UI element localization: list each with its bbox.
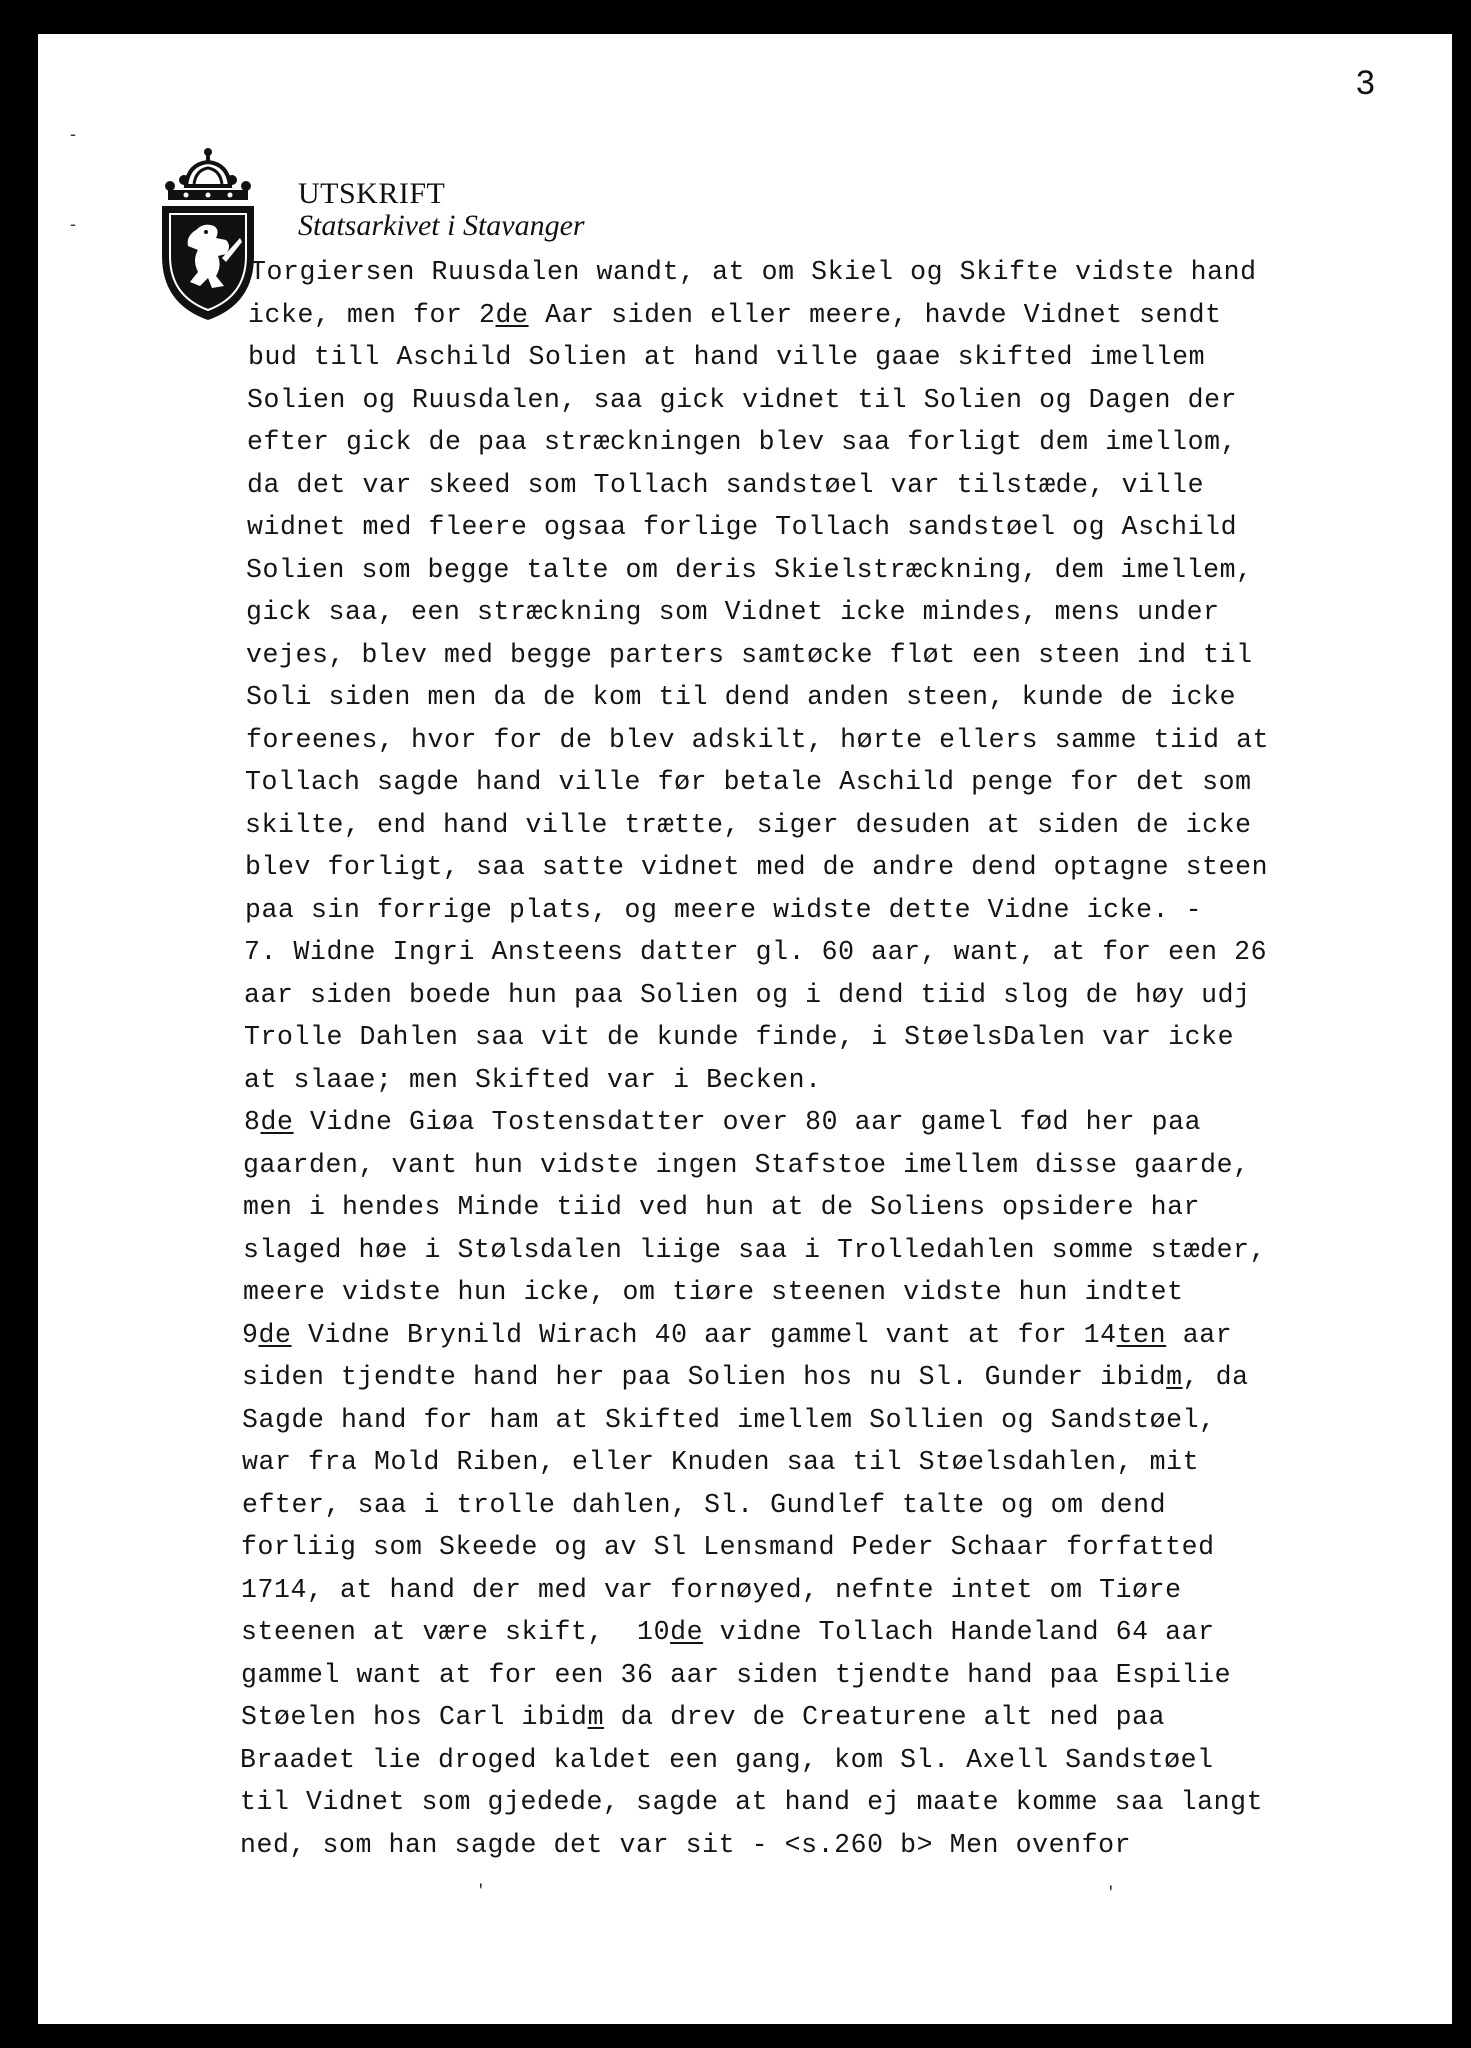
text-line [247,385,1237,415]
text-segment: til Vidnet som gjedede, sagde at hand ej maate komme saa langt [240,1787,1264,1817]
text-segment: Støelen hos Carl ibid [241,1702,588,1732]
text-line [246,725,1269,755]
speck: ' [476,1882,486,1900]
archive-header [298,178,585,241]
text-segment: gammel want at for een 36 aar siden tjendte hand paa Espilie [241,1659,1232,1690]
text-segment: Soli siden men da de kom til dend anden steen, kunde de icke [246,682,1237,712]
text-segment: icke, men for 2 [248,299,496,330]
norwegian-coat-of-arms-icon [156,146,260,322]
text-segment: vidne Tollach Handeland 64 aar [703,1617,1215,1647]
text-line [247,512,1237,542]
text-segment: meere vidste hun icke, om tiøre steenen vidste hun indtet [243,1277,1184,1307]
text-segment: efter, saa i trolle dahlen, Sl. Gundlef talte og om dend [242,1489,1167,1520]
text-segment: bud till Aschild Solien at hand ville gaae skifted imellem [248,342,1206,372]
text-line [240,1745,1214,1775]
underlined-abbreviation: m [1166,1362,1183,1392]
underlined-abbreviation: de [258,1319,292,1350]
text-line [244,1107,1201,1137]
text-line [244,1022,1234,1052]
text-line [241,1660,1231,1690]
text-line [246,682,1236,712]
text-line [247,470,1204,500]
text-line [245,852,1268,882]
text-segment: Aar siden eller meere, havde Vidnet sendt [528,299,1222,330]
text-segment: vejes, blev med begge parters samtøcke fløt een steen ind til [246,639,1253,670]
text-line [242,1447,1199,1477]
text-line [244,980,1251,1010]
text-segment: Braadet lie droged kaldet een gang, kom Sl. Axell Sandstøel [240,1744,1214,1775]
text-segment: blev forligt, saa satte vidnet med de andre dend optagne steen [245,852,1269,882]
text-segment: aar siden boede hun paa Solien og i dend tiid slog de høy udj [244,979,1251,1010]
text-segment: , da [1182,1362,1249,1392]
text-line [241,1532,1215,1562]
underlined-abbreviation: m [587,1702,605,1732]
text-line [246,555,1253,585]
text-segment: war fra Mold Riben, eller Knuden saa til Støelsdahlen, mit [242,1447,1200,1477]
text-line [241,1702,1165,1732]
text-segment: forliig som Skeede og av Sl Lensmand Peder Schaar forfatted [241,1532,1215,1562]
speck: ' [1106,1884,1116,1902]
text-line [242,1490,1166,1520]
text-line [240,1787,1263,1817]
text-line [246,597,1220,627]
text-segment: da drev de Creaturene alt ned paa [604,1702,1166,1732]
text-segment: widnet med fleere ogsaa forlige Tollach sandstøel og Aschild [247,512,1238,542]
text-line [243,1150,1250,1180]
text-line [243,1235,1266,1265]
text-segment: Torgiersen Ruusdalen wandt, at om Skiel og Skifte vidste hand [250,257,1257,287]
text-segment: men i hendes Minde tiid ved hun at de Soliens opsidere har [243,1192,1201,1222]
underlined-abbreviation: de [495,299,529,330]
text-line [242,1405,1216,1435]
text-segment: ned, som han sagde det var sit - <s.260 b> Men ovenfor [240,1829,1132,1860]
underlined-abbreviation: de [670,1617,704,1647]
text-line [247,427,1237,457]
text-segment: efter gick de paa stræckningen blev saa forligt dem imellom, [247,427,1238,457]
margin-mark: - [70,124,76,144]
text-line [242,1362,1249,1392]
text-segment: Solien som begge talte om deris Skielstræckning, dem imellem, [246,554,1253,585]
text-segment: Sagde hand for ham at Skifted imellem Sollien og Sandstøel, [242,1404,1216,1435]
text-line [243,1277,1184,1307]
text-line [246,640,1253,670]
text-segment: gaarden, vant hun vidste ingen Stafstoe imellem disse gaarde, [243,1149,1250,1180]
header-title: UTSKRIFT [298,177,446,210]
text-segment: Tollach sagde hand ville før betale Aschild penge for det som [245,767,1252,797]
text-line [241,1575,1182,1605]
page-number: 3 [1356,64,1375,102]
text-segment: 1714, at hand der med var fornøyed, nefnte intet om Tiøre [241,1574,1182,1605]
text-segment: da det var skeed som Tollach sandstøel var tilstæde, ville [247,469,1205,500]
text-line [240,1830,1131,1860]
text-line [250,257,1257,287]
text-segment: Trolle Dahlen saa vit de kunde finde, i StøelsDalen var icke [244,1022,1235,1052]
text-line [245,895,1202,925]
text-segment: Vidne Brynild Wirach 40 aar gammel vant at for 14 [291,1319,1117,1350]
text-line [241,1617,1215,1647]
margin-mark: - [70,214,76,234]
text-segment: 7. Widne Ingri Ansteens datter gl. 60 aar, want, at for een 26 [244,937,1268,967]
text-segment: skilte, end hand ville trætte, siger desuden at siden de icke [245,809,1252,840]
underlined-abbreviation: ten [1116,1319,1167,1350]
text-segment: paa sin forrige plats, og meere widste dette Vidne icke. - [245,894,1203,925]
text-line [245,810,1252,840]
text-segment: Solien og Ruusdalen, saa gick vidnet til Solien og Dagen der [247,384,1238,415]
text-line [248,342,1205,372]
header-subtitle: Statsarkivet i Stavanger [298,208,585,242]
text-line [244,1065,822,1095]
text-segment: siden tjendte hand her paa Solien hos nu Sl. Gunder ibid [242,1362,1167,1392]
text-line [245,767,1252,797]
text-segment: aar [1166,1319,1233,1350]
text-segment: Vidne Giøa Tostensdatter over 80 aar gamel fød her paa [293,1107,1202,1137]
text-segment: slaged høe i Stølsdalen liige saa i Trolledahlen somme stæder, [243,1234,1267,1265]
text-segment: foreenes, hvor for de blev adskilt, hørte ellers samme tiid at [246,724,1270,755]
text-segment: 9 [242,1319,259,1350]
text-line [248,300,1222,330]
text-segment: gick saa, een stræckning som Vidnet icke mindes, mens under [246,597,1220,627]
text-line [244,937,1267,967]
text-line [242,1320,1232,1350]
text-segment: 8 [244,1107,261,1137]
text-segment: at slaae; men Skifted var i Becken. [244,1064,822,1095]
text-line [243,1192,1200,1222]
underlined-abbreviation: de [260,1107,294,1137]
text-segment: steenen at være skift, 10 [241,1617,671,1647]
